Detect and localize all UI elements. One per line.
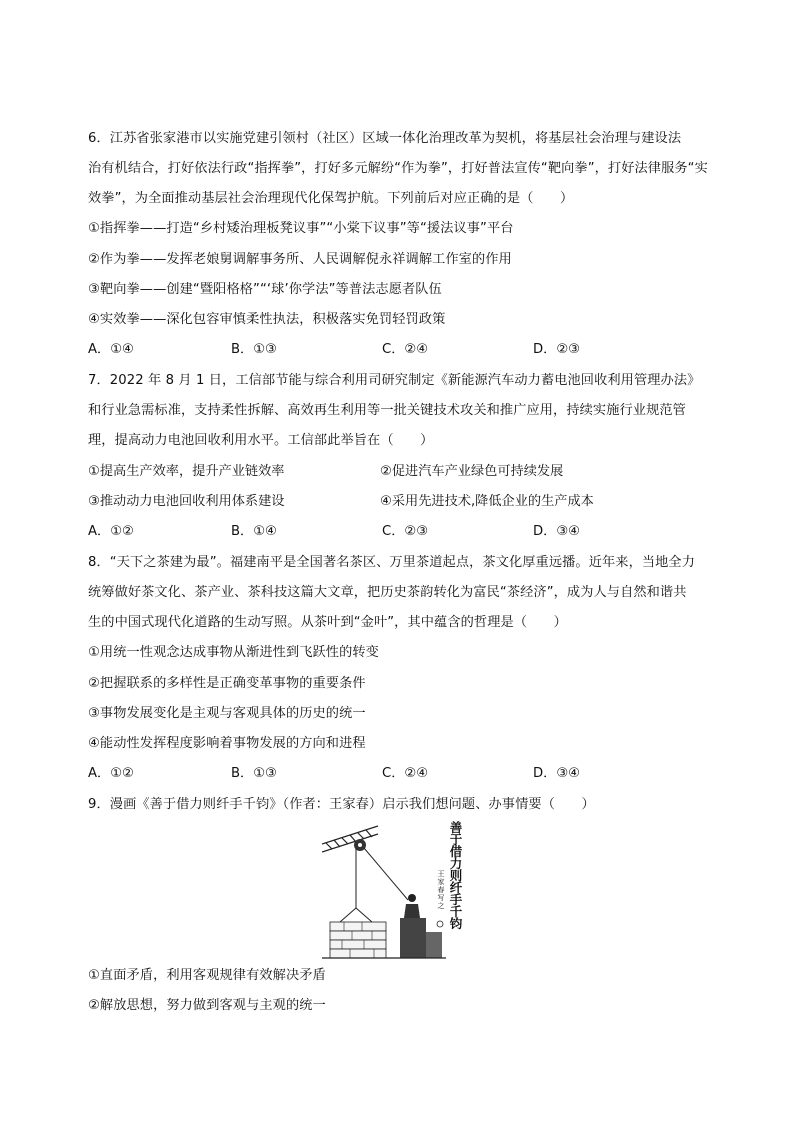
q7-item-4: ④采用先进技术,降低企业的生产成本 <box>380 494 594 509</box>
q7-option-b[interactable]: B．①④ <box>231 524 277 539</box>
q9-stem: 9．漫画《善于借力则纤手千钧》（作者：王家春）启示我们想问题、办事情要（ ） <box>88 797 595 812</box>
q6-item-4: ④实效拳——深化包容审慎柔性执法，积极落实免罚轻罚政策 <box>88 312 446 327</box>
q6-option-a[interactable]: A．①④ <box>88 342 134 357</box>
q7-items-row-2 <box>88 493 708 511</box>
q8-stem-line-2: 统筹做好茶文化、茶产业、茶科技这篇大文章，把历史茶韵转化为富民“茶经济”，成为人与自然和谐共 <box>88 585 687 600</box>
q6-item-2: ②作为拳——发挥老娘舅调解事务所、人民调解倪永祥调解工作室的作用 <box>88 252 512 267</box>
q8-item-4: ④能动性发挥程度影响着事物发展的方向和进程 <box>88 736 366 751</box>
q6-options <box>88 341 708 359</box>
q7-options <box>88 523 708 541</box>
q6-option-b[interactable]: B．①③ <box>231 342 277 357</box>
cartoon-signature: 王家春写之 <box>437 870 445 910</box>
q7-item-1: ①提高生产效率，提升产业链效率 <box>88 464 285 479</box>
q7-items-row-1 <box>88 463 708 481</box>
q8-item-2: ②把握联系的多样性是正确变革事物的重要条件 <box>88 676 366 691</box>
q6-item-1: ①指挥拳——打造“乡村矮治理板凳议事”“小棠下议事”等“援法议事”平台 <box>88 221 514 236</box>
cartoon-title: 善于借力则纤手千钧 <box>449 820 463 931</box>
q8-option-b[interactable]: B．①③ <box>231 766 277 781</box>
q6-option-c[interactable]: C．②④ <box>382 342 429 357</box>
q7-option-d[interactable]: D．③④ <box>533 524 580 539</box>
q6-stem-line-1: 6．江苏省张家港市以实施党建引领村（社区）区域一体化治理改革为契机，将基层社会治理与建设法 <box>88 131 682 146</box>
q7-stem-line-2: 和行业急需标准，支持柔性拆解、高效再生利用等一批关键技术攻关和推广应用，持续实施行业规范管 <box>88 403 686 418</box>
q6-stem-line-2: 治有机结合，打好依法行政“指挥拳”，打好多元解纷“作为拳”，打好普法宣传“靶向拳”，打好法律服务“实 <box>88 161 708 176</box>
q8-options <box>88 765 708 783</box>
q7-option-a[interactable]: A．①② <box>88 524 134 539</box>
q6-option-d[interactable]: D．②③ <box>533 342 580 357</box>
q8-item-3: ③事物发展变化是主观与客观具体的历史的统一 <box>88 706 366 721</box>
q8-stem-line-1: 8．“天下之茶建为最”。福建南平是全国著名茶区、万里茶道起点，茶文化厚重远播。近年来，当地全力 <box>88 555 695 570</box>
q8-option-c[interactable]: C．②④ <box>382 766 429 781</box>
q8-stem-line-3: 生的中国式现代化道路的生动写照。从茶叶到“金叶”，其中蕴含的哲理是（ ） <box>88 615 567 630</box>
q6-stem-line-3: 效拳”，为全面推动基层社会治理现代化保驾护航。下列前后对应正确的是（ ） <box>88 191 574 206</box>
q9-item-1: ①直面矛盾，利用客观规律有效解决矛盾 <box>88 968 326 983</box>
q6-item-3: ③靶向拳——创建“暨阳格格”“‘球’你学法”等普法志愿者队伍 <box>88 282 442 297</box>
q7-stem-line-1: 7．2022 年 8 月 1 日，工信部节能与综合利用司研究制定《新能源汽车动力蓄电池回收利用管理办法》 <box>88 373 701 388</box>
q7-stem-line-3: 理，提高动力电池回收利用水平。工信部此举旨在（ ） <box>88 433 434 448</box>
q7-option-c[interactable]: C．②③ <box>382 524 429 539</box>
q8-item-1: ①用统一性观念达成事物从渐进性到飞跃性的转变 <box>88 645 379 660</box>
q7-item-3: ③推动动力电池回收利用体系建设 <box>88 494 285 509</box>
q9-item-2: ②解放思想，努力做到客观与主观的统一 <box>88 998 326 1013</box>
q7-item-2: ②促进汽车产业绿色可持续发展 <box>380 464 564 479</box>
q8-option-d[interactable]: D．③④ <box>533 766 580 781</box>
q8-option-a[interactable]: A．①② <box>88 766 134 781</box>
